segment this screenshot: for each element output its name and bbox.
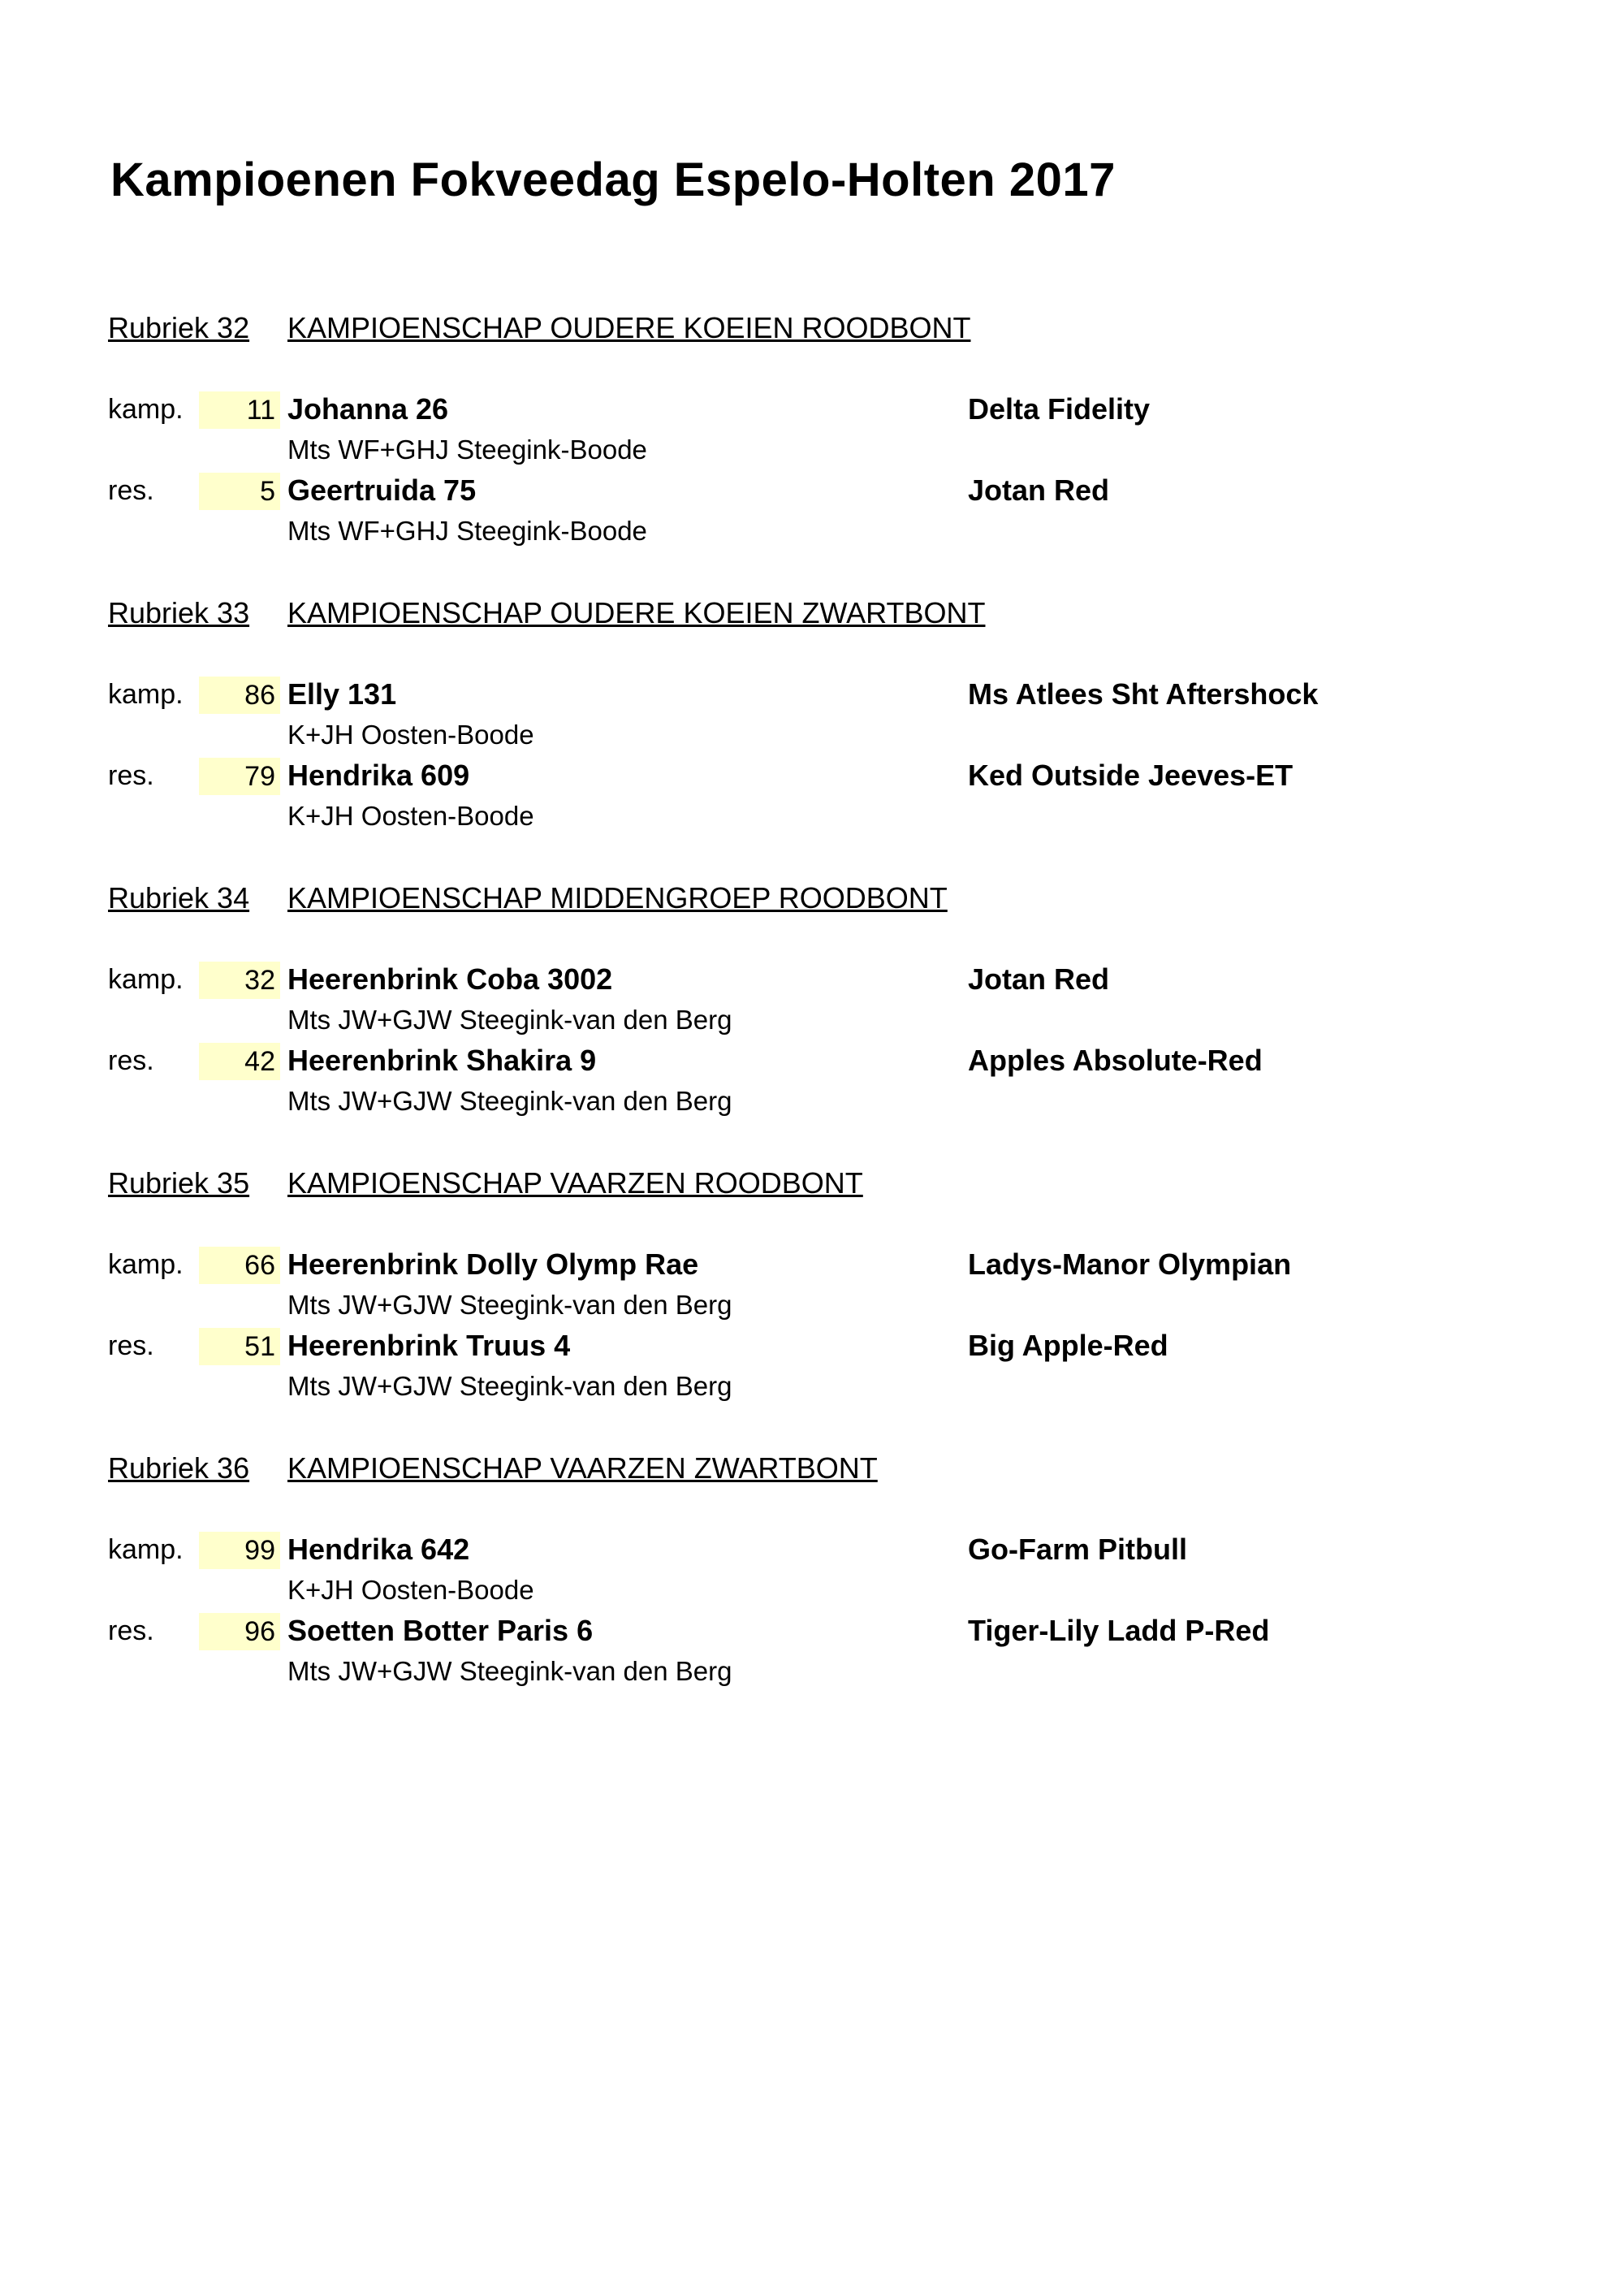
catalog-number: 42 (199, 1043, 280, 1080)
entry-row (0, 756, 1624, 837)
entry-row (0, 390, 1624, 471)
owner-name: Mts WF+GHJ Steegink-Boode (287, 516, 647, 546)
owner-name: Mts JW+GJW Steegink-van den Berg (287, 1656, 732, 1686)
entry-row (0, 1530, 1624, 1611)
owner-name: Mts JW+GJW Steegink-van den Berg (287, 1371, 732, 1401)
entry-role-label: res. (108, 1045, 154, 1076)
sire-name: Ms Atlees Sht Aftershock (968, 677, 1319, 711)
sire-name: Tiger-Lily Ladd P-Red (968, 1614, 1270, 1647)
animal-name: Geertruida 75 (287, 473, 477, 507)
page-title: Kampioenen Fokveedag Espelo-Holten 2017 (110, 153, 1116, 206)
sire-name: Jotan Red (968, 473, 1110, 507)
catalog-number: 66 (199, 1247, 280, 1284)
catalog-number: 5 (199, 473, 280, 510)
rubric-number: Rubriek 34 (108, 881, 250, 915)
animal-name: Elly 131 (287, 677, 397, 711)
entry-row (0, 675, 1624, 756)
catalog-number: 96 (199, 1613, 280, 1650)
owner-name: Mts JW+GJW Steegink-van den Berg (287, 1290, 732, 1320)
sire-name: Go-Farm Pitbull (968, 1533, 1187, 1566)
animal-name: Hendrika 642 (287, 1533, 470, 1566)
catalog-number: 51 (199, 1328, 280, 1365)
entry-row (0, 1611, 1624, 1693)
owner-name: Mts JW+GJW Steegink-van den Berg (287, 1005, 732, 1035)
rubric-title: KAMPIOENSCHAP OUDERE KOEIEN ROODBONT (287, 311, 971, 344)
owner-name: K+JH Oosten-Boode (287, 801, 534, 831)
sire-name: Ked Outside Jeeves-ET (968, 759, 1294, 792)
owner-name: Mts JW+GJW Steegink-van den Berg (287, 1086, 732, 1116)
rubric-title: KAMPIOENSCHAP VAARZEN ROODBONT (287, 1166, 863, 1200)
entry-row (0, 960, 1624, 1041)
owner-name: K+JH Oosten-Boode (287, 1575, 534, 1605)
entry-row (0, 471, 1624, 552)
sire-name: Apples Absolute-Red (968, 1044, 1263, 1077)
entry-role-label: kamp. (108, 394, 184, 425)
sire-name: Ladys-Manor Olympian (968, 1247, 1292, 1281)
owner-name: Mts WF+GHJ Steegink-Boode (287, 435, 647, 465)
rubric-number: Rubriek 35 (108, 1166, 250, 1200)
animal-name: Heerenbrink Shakira 9 (287, 1044, 597, 1077)
catalog-number: 86 (199, 677, 280, 714)
entry-role-label: res. (108, 760, 154, 791)
catalog-number: 32 (199, 962, 280, 999)
entry-role-label: kamp. (108, 679, 184, 710)
rubric-number: Rubriek 33 (108, 596, 250, 629)
catalog-number: 99 (199, 1532, 280, 1569)
sire-name: Delta Fidelity (968, 392, 1151, 426)
animal-name: Heerenbrink Dolly Olymp Rae (287, 1247, 699, 1281)
entry-role-label: kamp. (108, 964, 184, 995)
sire-name: Jotan Red (968, 962, 1110, 996)
catalog-number: 79 (199, 758, 280, 795)
rubric-number: Rubriek 36 (108, 1451, 250, 1485)
entry-row (0, 1326, 1624, 1407)
animal-name: Johanna 26 (287, 392, 449, 426)
entry-role-label: res. (108, 1330, 154, 1361)
rubric-title: KAMPIOENSCHAP OUDERE KOEIEN ZWARTBONT (287, 596, 986, 629)
animal-name: Heerenbrink Coba 3002 (287, 962, 613, 996)
sire-name: Big Apple-Red (968, 1329, 1168, 1362)
rubric-number: Rubriek 32 (108, 311, 250, 344)
catalog-number: 11 (199, 391, 280, 429)
entry-row (0, 1041, 1624, 1122)
animal-name: Hendrika 609 (287, 759, 470, 792)
animal-name: Soetten Botter Paris 6 (287, 1614, 594, 1647)
owner-name: K+JH Oosten-Boode (287, 720, 534, 750)
entry-role-label: res. (108, 475, 154, 506)
animal-name: Heerenbrink Truus 4 (287, 1329, 571, 1362)
entry-role-label: kamp. (108, 1534, 184, 1565)
entry-row (0, 1245, 1624, 1326)
entry-role-label: kamp. (108, 1249, 184, 1280)
rubric-title: KAMPIOENSCHAP VAARZEN ZWARTBONT (287, 1451, 878, 1485)
entry-role-label: res. (108, 1615, 154, 1646)
rubric-title: KAMPIOENSCHAP MIDDENGROEP ROODBONT (287, 881, 948, 915)
